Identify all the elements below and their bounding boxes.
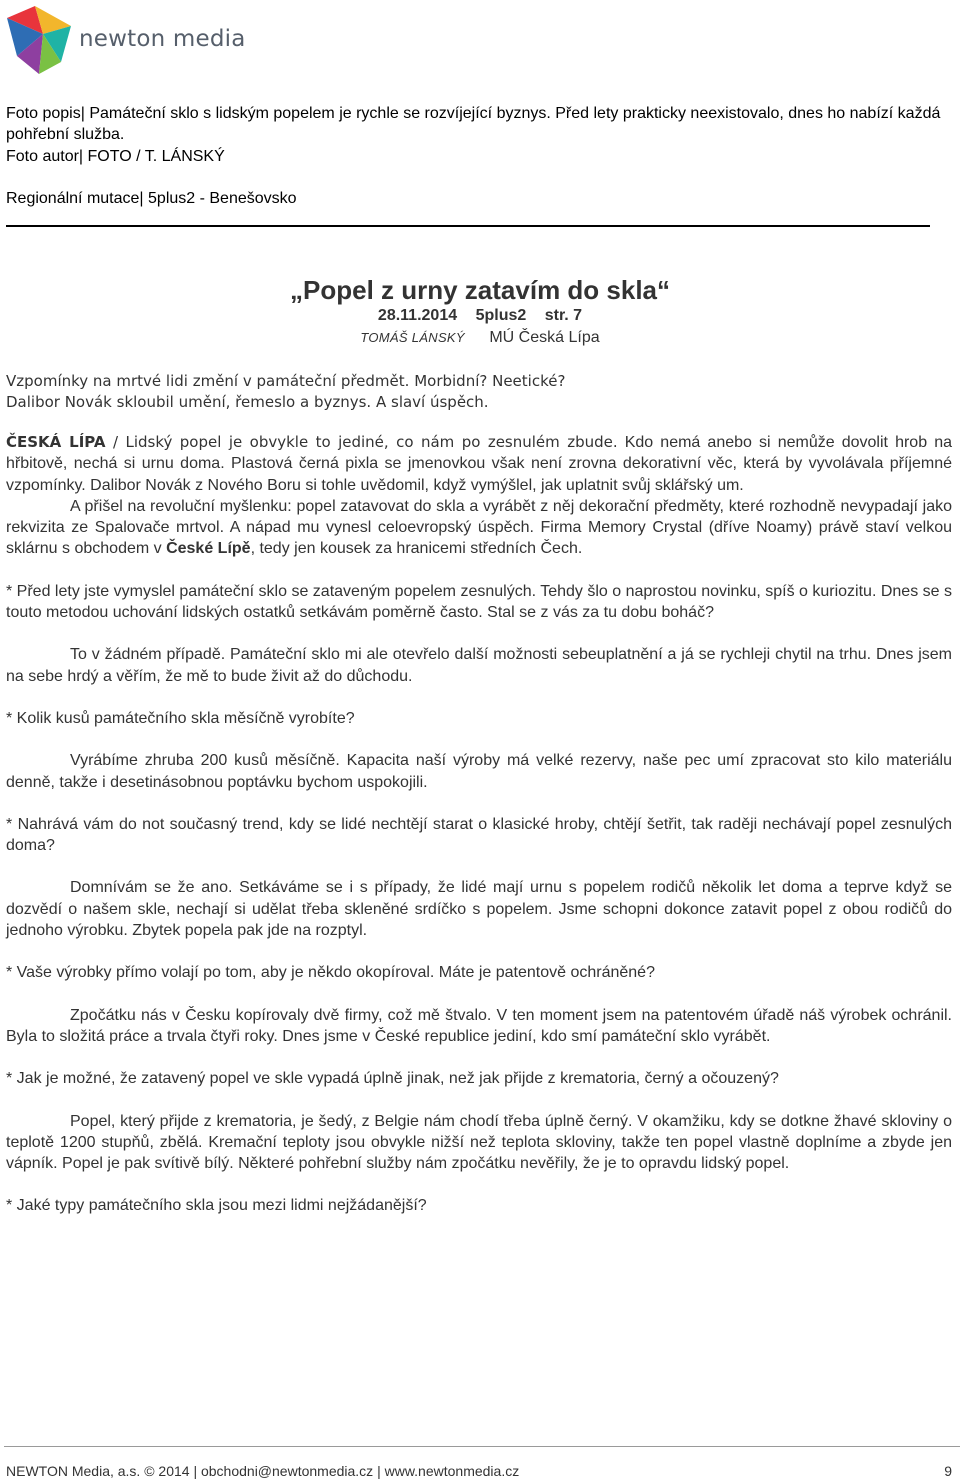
separator-rule — [6, 225, 930, 227]
answer: Vyrábíme zhruba 200 kusů měsíčně. Kapacita naší výroby má velké rezervy, naše pec umí zpracovat sto kilo materiálu denně, takže i desetinásobnou poptávku bychom uspokojili. — [6, 752, 952, 791]
paragraph-text: A přišel na revoluční myšlenku: popel zatavovat do skla a vyrábět z něj dekorační předměty, které rozhodně nevypadají jako rekvizita ze Spalovače mrtvol. A nápad mu vynesl celoevropský úspěch. Firma Memory Crystal (dříve Noamy) právě staví velkou sklárnu s obchodem v — [6, 497, 952, 558]
article-byline — [0, 329, 960, 347]
article-page: str. 7 — [544, 307, 583, 324]
article-title: „Popel z urny zatavím do skla“ — [290, 275, 670, 305]
answer: To v žádném případě. Památeční sklo mi ale otevřelo další možnosti sebeuplatnění a já se rychleji chytil na trhu. Dnes jsem na sebe hrdý a věřím, že mě to bude živit až do důchodu. — [6, 646, 952, 685]
photo-caption — [6, 103, 952, 167]
question: * Před lety jste vymyslel památeční sklo se zataveným popelem zesnulých. Tehdy šlo o naprostou novinku, spíš o kuriozitu. Dnes se s touto metodou uchování lidských ostatků setkávám poměrně často. Stal se z vás za tu dobu boháč? — [6, 582, 952, 622]
article-lead: Vzpomínky na mrtvé lidi změní v památeční předmět. Morbidní? Neetické? Dalibor Novák skloubil umění, řemeslo a byznys. A slaví úspěch. — [6, 372, 566, 412]
question: * Jak je možné, že zatavený popel ve skle vypadá úplně jinak, než jak přijde z krematoria, černý a očouzený? — [6, 1070, 779, 1088]
article-dateline — [0, 307, 960, 325]
photo-author: Foto autor| FOTO / T. LÁNSKÝ — [6, 147, 225, 165]
question: * Vaše výrobky přímo volají po tom, aby je někdo okopíroval. Máte je patentově ochráněné? — [6, 964, 655, 982]
answer: Zpočátku nás v Česku kopírovaly dvě firmy, což mě štvalo. V ten moment jsem na patentovém úřadě náš výrobek ochránil. Byla to složitá práce a trvala čtyři roky. Dnes jsme v České republice jediní, kdo smí památeční sklo vyrábět. — [6, 1006, 952, 1045]
intro-paragraph — [6, 432, 952, 496]
intro-rest: Kdo nemá anebo si nemůže dovolit hrob na hřbitově, nechá si urnu doma. Plastová černá pixla se jmenovkou však není zrovna dekorativní věc, která by vyvolávala příjemné vzpomínky. Dalibor Novák z Nového Boru si tohle uvědomil, když vymýšlel, jak uplatnit svůj sklářský um. — [6, 434, 952, 494]
article-date: 28.11.2014 — [377, 307, 458, 324]
paragraph-bold-place: České Lípě — [166, 540, 251, 558]
footer-rule — [4, 1446, 960, 1447]
intro-place: ČESKÁ LÍPA — [6, 433, 106, 451]
question: * Nahrává vám do not současný trend, kdy se lidé nechtějí starat o klasické hroby, chtějí šetřit, tak raději nechávají popel zesnulých doma? — [6, 815, 952, 855]
body-paragraph — [6, 496, 952, 560]
page-number: 9 — [944, 1463, 952, 1479]
page-footer — [6, 1463, 952, 1479]
article-body — [6, 432, 952, 1217]
answer: Popel, který přijde z krematoria, je šedý, z Belgie nám chodí třeba úplně černý. V okamžiku, kdy se dotkne žhavé skloviny o teplotě 1200 stupňů, zbělá. Kremační teploty jsou obvykle nižší než teplota skloviny, takže ten popel vlastně doplníme a zbyde jen vápník. Popel je pak svítivě bílý. Některé pohřební služby nám zpočátku nevěřily, že je to opravdu lidský popel. — [6, 1112, 952, 1173]
article-region: MÚ Česká Lípa — [489, 329, 600, 346]
intro-sentence: / Lidský popel je obvykle to jediné, co nám po zesnulém zbude. — [105, 433, 618, 451]
article-author: TOMÁŠ LÁNSKÝ — [360, 330, 465, 345]
footer-text: NEWTON Media, a.s. © 2014 | obchodni@newtonmedia.cz | www.newtonmedia.cz — [6, 1463, 520, 1479]
article-source: 5plus2 — [475, 307, 527, 324]
photo-description: Foto popis| Památeční sklo s lidským popelem je rychle se rozvíjející byznys. Před lety prakticky neexistovalo, dnes ho nabízí každá pohřební služba. — [6, 105, 941, 144]
newton-media-logo — [5, 4, 255, 76]
question: * Jaké typy památečního skla jsou mezi lidmi nejžádanější? — [6, 1197, 427, 1215]
question: * Kolik kusů památečního skla měsíčně vyrobíte? — [6, 709, 355, 727]
paragraph-text-end: , tedy jen kousek za hranicemi středních Čech. — [250, 540, 583, 558]
newton-media-logo-mark — [5, 4, 75, 76]
answer: Domnívám se že ano. Setkáváme se i s případy, že lidé mají urnu s popelem rodičů několik let doma a teprve když se dozvědí o našem skle, nechají si udělat třeba skleněné srdíčko s popelem. Jsme schopni dokonce zatavit popel z obou rodičů do jednoho výrobku. Zbytek popela pak jde na rozptyl. — [6, 879, 952, 940]
regional-edition: Regionální mutace| 5plus2 - Benešovsko — [6, 190, 297, 207]
logo-wordmark: newton media — [79, 26, 246, 52]
